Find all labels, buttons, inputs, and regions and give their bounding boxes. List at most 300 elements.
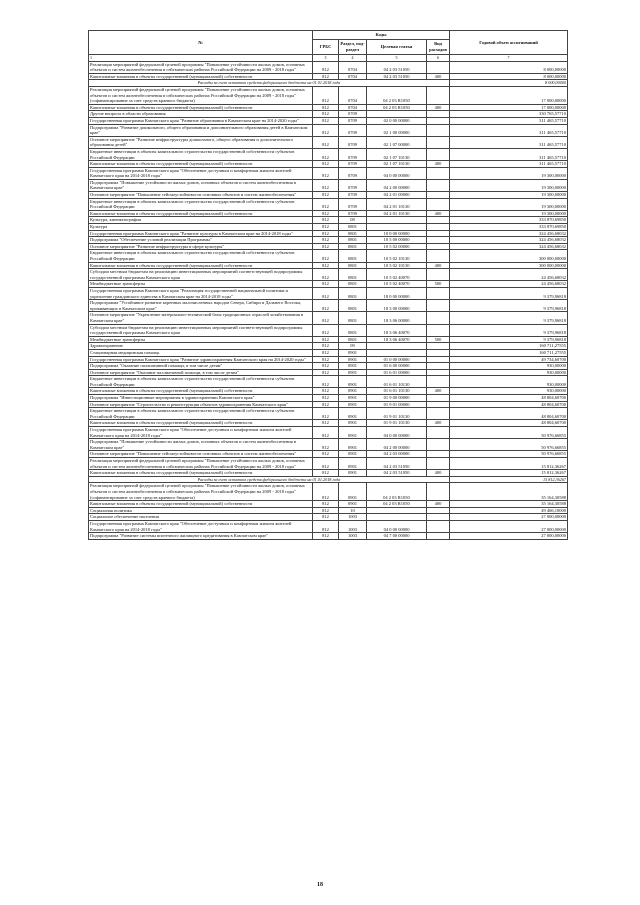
cell-name: Капитальные вложения в объекты государственной (муниципальной) собственности [89, 210, 313, 217]
cell-volume: 24 456,68032 [450, 269, 568, 281]
table-row [89, 408, 568, 420]
cell-name: Бюджетные инвестиции в объекты капитального строительства государственной собственности субъектов Российской Федерации [89, 250, 313, 262]
cell-vid [427, 111, 450, 118]
cell-name: Капитальные вложения в объекты государственной (муниципальной) собственности [89, 388, 313, 395]
cell-name: Подпрограмма "Устойчивое развитие коренных малочисленных народов Севера, Сибири и Дальнего Востока, проживающих в Камчатском крае" [89, 300, 313, 312]
cell-name: Государственная программа Камчатского края "Реализация государственной национальной политики и укрепление гражданского единства в Камчатском крае на 2014-2018 годы" [89, 287, 313, 299]
cell-grbs: 812 [313, 349, 339, 356]
cell-grbs: 812 [313, 237, 339, 244]
cell-section: 0801 [339, 237, 367, 244]
cell-target: 01 9 00 00000 [367, 395, 427, 402]
cell-volume: 930,00000 [450, 363, 568, 370]
cell-grbs: 812 [313, 356, 339, 363]
header-grbs: ГРБС [313, 40, 339, 55]
table-row [89, 287, 568, 299]
table-row [89, 111, 568, 118]
cell-section: 0801 [339, 262, 367, 269]
cell-section: 1003 [339, 533, 367, 540]
cell-volume: 324 456,68032 [450, 230, 568, 237]
cell-section: 0901 [339, 388, 367, 395]
table-row [89, 336, 568, 343]
cell-name: Основное мероприятие "Развитие инфраструктуры в сфере культуры" [89, 243, 313, 250]
cell-vid [427, 439, 450, 451]
cell-volume: 160 711,27555 [450, 343, 568, 350]
table-row [89, 376, 568, 388]
cell-section: 0704 [339, 86, 367, 104]
cell-grbs: 812 [313, 458, 339, 470]
cell-volume: 9 379,96818 [450, 324, 568, 336]
cell-grbs: 812 [313, 300, 339, 312]
cell-section: 0901 [339, 470, 367, 477]
cell-volume: 930,00000 [450, 388, 568, 395]
cell-section: 10 [339, 507, 367, 514]
cell-vid [427, 507, 450, 514]
cell-volume: 9 379,96818 [450, 312, 568, 324]
table-row [89, 501, 568, 508]
cell-grbs: 812 [313, 73, 339, 80]
table-row [89, 451, 568, 458]
cell-section: 0901 [339, 376, 367, 388]
cell-vid [427, 408, 450, 420]
cell-section: 0709 [339, 161, 367, 168]
cell-target: 01 6 01 10130 [367, 376, 427, 388]
cell-volume: 8 000,00000 [450, 80, 568, 87]
cell-target: 01 9 01 00000 [367, 401, 427, 408]
cell-section: 0704 [339, 73, 367, 80]
cell-grbs: 812 [313, 408, 339, 420]
cell-name: Межбюджетные трансферты [89, 336, 313, 343]
cell-volume: 311 465,57710 [450, 124, 568, 136]
cell-volume: 311 465,57710 [450, 117, 568, 124]
table-row [89, 210, 568, 217]
table-row [89, 148, 568, 160]
cell-vid: 400 [427, 470, 450, 477]
cell-grbs: 812 [313, 451, 339, 458]
cell-target: 18 0 00 00000 [367, 287, 427, 299]
cell-name: Государственная программа Камчатского края "Обеспечение доступным и комфортным жильем жителей Камчатского края на 2014-2018 годы" [89, 167, 313, 179]
cell-name: Реализация мероприятий федеральной целевой программы "Повышение устойчивости жилых домов, основных объектов и систем жизнеобеспечения в сейсмических районах Российской Федерации на 2009 - 2018 годы" (софинансирование за счет средств краевого бюджета) [89, 86, 313, 104]
cell-name: Бюджетные инвестиции в объекты капитального строительства государственной собственности субъектов Российской Федерации [89, 376, 313, 388]
cell-vid [427, 376, 450, 388]
cell-name: Подпрограмма "Повышение устойчивости жилых домов, основных объектов и систем жизнеобеспечения в Камчатском крае" [89, 179, 313, 191]
cell-target: 10 5 02 00000 [367, 243, 427, 250]
cell-grbs: 812 [313, 287, 339, 299]
header-volume: Годовой объем ассигнований [450, 31, 568, 55]
cell-vid: 500 [427, 336, 450, 343]
cell-name: Основное мероприятие "Строительство и реконструкция объектов здравоохранения Камчатского края" [89, 401, 313, 408]
table-row [89, 269, 568, 281]
cell-name: Бюджетные инвестиции в объекты капитального строительства государственной собственности субъектов Российской Федерации [89, 408, 313, 420]
cell-vid: 400 [427, 420, 450, 427]
table-row [89, 198, 568, 210]
cell-grbs: 812 [313, 507, 339, 514]
cell-volume: 19 300,00000 [450, 167, 568, 179]
cell-vid [427, 427, 450, 439]
cell-target: 18 3 06 40070 [367, 324, 427, 336]
cell-volume: 333 870,69850 [450, 217, 568, 224]
cell-vid [427, 458, 450, 470]
cell-section: 0704 [339, 61, 367, 73]
header-index: 1 [89, 55, 313, 62]
table-row [89, 73, 568, 80]
cell-section: 0709 [339, 124, 367, 136]
cell-vid: 400 [427, 104, 450, 111]
budget-table-sheet [88, 30, 567, 540]
table-row [89, 401, 568, 408]
table-row [89, 395, 568, 402]
cell-section: 0801 [339, 230, 367, 237]
note-text: Расходы за счет остатков средств федерального бюджета на 01.01.2018 года [89, 80, 450, 87]
cell-vid [427, 324, 450, 336]
table-row [89, 427, 568, 439]
cell-grbs: 812 [313, 167, 339, 179]
cell-section: 0704 [339, 104, 367, 111]
cell-volume: 49 466,10000 [450, 507, 568, 514]
cell-name: Другие вопросы в области образования [89, 111, 313, 118]
cell-name: Подпрограмма "Развитие дошкольного, общего образования и дополнительного образования детей в Камчатском крае" [89, 124, 313, 136]
table-row [89, 388, 568, 395]
cell-volume: 48 804,60700 [450, 420, 568, 427]
table-row [89, 86, 568, 104]
header-index: 7 [450, 55, 568, 62]
table-row [89, 520, 568, 532]
cell-vid [427, 179, 450, 191]
cell-name: Капитальные вложения в объекты государственной (муниципальной) собственности [89, 262, 313, 269]
cell-target: 04 2 03 R1050 [367, 86, 427, 104]
cell-volume: 15 812,36267 [450, 476, 568, 483]
cell-volume: 9 379,96818 [450, 300, 568, 312]
cell-volume: 50 976,66855 [450, 439, 568, 451]
cell-section: 0801 [339, 269, 367, 281]
cell-target: 04 2 03 R1050 [367, 483, 427, 501]
table-row [89, 363, 568, 370]
cell-name: Капитальные вложения в объекты государственной (муниципальной) собственности [89, 104, 313, 111]
cell-grbs: 812 [313, 336, 339, 343]
table-row [89, 483, 568, 501]
cell-grbs: 812 [313, 179, 339, 191]
cell-target [367, 343, 427, 350]
cell-name: Подпрограмма "Обеспечение условий реализации Программы" [89, 237, 313, 244]
cell-section: 0901 [339, 501, 367, 508]
cell-target [367, 514, 427, 521]
cell-volume: 35 164,30588 [450, 501, 568, 508]
cell-section: 0901 [339, 369, 367, 376]
cell-vid [427, 117, 450, 124]
cell-volume: 330 765,57710 [450, 111, 568, 118]
cell-target: 01 9 01 10130 [367, 420, 427, 427]
cell-volume: 27 000,00000 [450, 533, 568, 540]
cell-vid [427, 192, 450, 199]
cell-target: 04 2 03 R1050 [367, 104, 427, 111]
cell-vid: 400 [427, 388, 450, 395]
cell-volume: 9 379,96818 [450, 287, 568, 299]
cell-volume: 17 000,00000 [450, 104, 568, 111]
cell-name: Государственная программа Камчатского края "Развитие образования в Камчатском крае на 2014-2020 годы" [89, 117, 313, 124]
cell-name: Капитальные вложения в объекты государственной (муниципальной) собственности [89, 161, 313, 168]
cell-volume: 15 812,36267 [450, 458, 568, 470]
cell-vid: 500 [427, 281, 450, 288]
cell-grbs: 812 [313, 224, 339, 231]
cell-name: Подпрограмма "Инвестиционные мероприятия в здравоохранении Камчатского края" [89, 395, 313, 402]
cell-volume: 8 000,00000 [450, 73, 568, 80]
cell-grbs: 812 [313, 533, 339, 540]
table-row [89, 507, 568, 514]
cell-volume: 27 000,00000 [450, 514, 568, 521]
cell-grbs: 812 [313, 514, 339, 521]
table-row [89, 356, 568, 363]
cell-section: 0801 [339, 336, 367, 343]
cell-grbs: 812 [313, 520, 339, 532]
cell-section: 1003 [339, 520, 367, 532]
table-row [89, 192, 568, 199]
cell-volume: 324 456,68032 [450, 243, 568, 250]
table-row [89, 514, 568, 521]
cell-vid [427, 369, 450, 376]
header-index: 3 [313, 55, 339, 62]
cell-target: 18 3 06 40070 [367, 336, 427, 343]
cell-target: 04 2 01 10130 [367, 198, 427, 210]
cell-vid [427, 363, 450, 370]
table-row [89, 250, 568, 262]
cell-target: 04 2 03 51050 [367, 470, 427, 477]
table-row [89, 349, 568, 356]
cell-grbs: 812 [313, 243, 339, 250]
cell-vid: 400 [427, 210, 450, 217]
cell-grbs: 812 [313, 312, 339, 324]
budget-table [88, 30, 568, 540]
note-row [89, 476, 568, 483]
cell-vid: 400 [427, 501, 450, 508]
cell-target: 01 6 01 00000 [367, 369, 427, 376]
cell-volume: 50 976,66855 [450, 451, 568, 458]
table-row [89, 117, 568, 124]
table-row [89, 167, 568, 179]
cell-volume: 311 465,57710 [450, 161, 568, 168]
cell-section: 0801 [339, 300, 367, 312]
cell-target: 04 2 03 R1050 [367, 501, 427, 508]
cell-name: Государственная программа Камчатского края "Развитие культуры в Камчатском крае на 2014-2018 годы" [89, 230, 313, 237]
cell-volume: 324 456,68032 [450, 237, 568, 244]
cell-target [367, 224, 427, 231]
cell-target: 02 1 00 00000 [367, 124, 427, 136]
cell-target: 01 9 01 10130 [367, 408, 427, 420]
cell-grbs: 812 [313, 324, 339, 336]
cell-vid [427, 533, 450, 540]
header-codes: Коды [313, 31, 450, 40]
table-row [89, 237, 568, 244]
cell-volume: 50 976,66855 [450, 427, 568, 439]
cell-target: 04 2 00 00000 [367, 439, 427, 451]
header-index: 5 [367, 55, 427, 62]
cell-volume: 930,00000 [450, 369, 568, 376]
cell-name: Основное мероприятие "Укрепление материально-технической базы традиционных отраслей хозяйствования в Камчатском крае" [89, 312, 313, 324]
table-row [89, 217, 568, 224]
note-row [89, 80, 568, 87]
cell-vid [427, 86, 450, 104]
cell-section: 0901 [339, 395, 367, 402]
cell-section: 0901 [339, 401, 367, 408]
cell-grbs: 812 [313, 427, 339, 439]
cell-target: 04 0 00 00000 [367, 167, 427, 179]
table-row [89, 343, 568, 350]
cell-name: Основное мероприятие "Повышение сейсмоустойчивости основных объектов и систем жизнеобеспечения" [89, 451, 313, 458]
cell-name: Реализация мероприятий федеральной целевой программы "Повышение устойчивости жилых домов, основных объектов и систем жизнеобеспечения в сейсмических районах Российской Федерации на 2009 - 2018 годы" [89, 61, 313, 73]
cell-grbs: 812 [313, 483, 339, 501]
cell-grbs: 812 [313, 61, 339, 73]
cell-vid [427, 124, 450, 136]
table-body [89, 61, 568, 539]
header-index: 6 [427, 55, 450, 62]
cell-vid [427, 395, 450, 402]
cell-target: 01 6 00 00000 [367, 363, 427, 370]
cell-grbs: 812 [313, 281, 339, 288]
cell-vid: 400 [427, 262, 450, 269]
cell-grbs: 812 [313, 86, 339, 104]
cell-name: Основное мероприятие "Повышение сейсмоустойчивости основных объектов и систем жизнеобеспечения" [89, 192, 313, 199]
cell-grbs: 812 [313, 250, 339, 262]
cell-section: 0901 [339, 363, 367, 370]
cell-target: 10 5 02 40070 [367, 269, 427, 281]
cell-section: 0709 [339, 179, 367, 191]
cell-section: 0801 [339, 281, 367, 288]
cell-grbs: 812 [313, 111, 339, 118]
cell-grbs: 812 [313, 161, 339, 168]
cell-target: 18 3 00 00000 [367, 300, 427, 312]
cell-volume: 9 379,96818 [450, 336, 568, 343]
cell-name: Государственная программа Камчатского края "Обеспечение доступным и комфортным жильем жителей Камчатского края на 2014-2018 годы" [89, 427, 313, 439]
cell-volume: 15 812,36267 [450, 470, 568, 477]
cell-volume: 35 164,30588 [450, 483, 568, 501]
cell-name: Подпрограмма "Развитие системы ипотечного жилищного кредитования в Камчатском крае" [89, 533, 313, 540]
cell-grbs: 812 [313, 217, 339, 224]
note-text: Расходы за счет остатков средств федерального бюджета на 01.01.2018 года [89, 476, 450, 483]
cell-name: Подпрограмма "Оказание паллиативной помощи, в том числе детям" [89, 363, 313, 370]
cell-name: Капитальные вложения в объекты государственной (муниципальной) собственности [89, 420, 313, 427]
cell-volume: 8 000,00000 [450, 61, 568, 73]
cell-grbs: 812 [313, 104, 339, 111]
cell-section: 0901 [339, 458, 367, 470]
cell-grbs: 812 [313, 420, 339, 427]
cell-vid [427, 269, 450, 281]
cell-target: 04 2 03 51050 [367, 458, 427, 470]
cell-section: 0709 [339, 192, 367, 199]
cell-volume: 300 000,00000 [450, 262, 568, 269]
cell-target: 18 3 06 00000 [367, 312, 427, 324]
cell-name: Межбюджетные трансферты [89, 281, 313, 288]
cell-target: 02 0 00 00000 [367, 117, 427, 124]
table-row [89, 124, 568, 136]
cell-volume: 19 300,00000 [450, 198, 568, 210]
table-row [89, 61, 568, 73]
cell-vid [427, 237, 450, 244]
cell-name: Государственная программа Камчатского края "Развитие здравоохранения Камчатского края на 2014-2020 годы" [89, 356, 313, 363]
cell-vid [427, 167, 450, 179]
cell-section: 0801 [339, 250, 367, 262]
cell-volume: 48 804,60700 [450, 408, 568, 420]
cell-target: 04 7 00 00000 [367, 533, 427, 540]
cell-vid [427, 514, 450, 521]
header-target: Целевая статья [367, 40, 427, 55]
cell-name: Культура [89, 224, 313, 231]
cell-section: 0709 [339, 167, 367, 179]
table-row [89, 324, 568, 336]
cell-target: 02 1 07 10130 [367, 161, 427, 168]
cell-volume: 48 804,60700 [450, 395, 568, 402]
cell-vid [427, 287, 450, 299]
cell-volume: 48 804,60700 [450, 401, 568, 408]
cell-grbs: 812 [313, 388, 339, 395]
cell-name: Бюджетные инвестиции в объекты капитального строительства государственной собственности субъектов Российской Федерации [89, 148, 313, 160]
cell-target [367, 111, 427, 118]
header-num: № [89, 31, 313, 55]
cell-name: Бюджетные инвестиции в объекты капитального строительства государственной собственности субъектов Российской Федерации [89, 198, 313, 210]
cell-grbs: 812 [313, 269, 339, 281]
cell-vid [427, 520, 450, 532]
cell-name: Капитальные вложения в объекты государственной (муниципальной) собственности [89, 501, 313, 508]
table-row [89, 262, 568, 269]
cell-vid [427, 61, 450, 73]
cell-volume: 17 000,00000 [450, 86, 568, 104]
table-row [89, 104, 568, 111]
cell-section: 0801 [339, 312, 367, 324]
cell-volume: 311 465,57710 [450, 136, 568, 148]
cell-volume: 333 870,69850 [450, 224, 568, 231]
table-row [89, 136, 568, 148]
table-row [89, 179, 568, 191]
table-row [89, 224, 568, 231]
cell-section: 0901 [339, 451, 367, 458]
cell-grbs: 812 [313, 136, 339, 148]
cell-name: Капитальные вложения в объекты государственной (муниципальной) собственности [89, 73, 313, 80]
cell-target: 04 2 01 10130 [367, 210, 427, 217]
table-row [89, 230, 568, 237]
cell-vid [427, 451, 450, 458]
cell-target: 10 5 02 40070 [367, 281, 427, 288]
cell-target [367, 349, 427, 356]
cell-target: 02 1 07 00000 [367, 136, 427, 148]
cell-target: 10 5 02 10130 [367, 262, 427, 269]
cell-section: 0901 [339, 420, 367, 427]
cell-vid: 400 [427, 73, 450, 80]
cell-grbs: 812 [313, 401, 339, 408]
cell-section: 0709 [339, 210, 367, 217]
cell-grbs: 812 [313, 376, 339, 388]
cell-section: 0709 [339, 198, 367, 210]
cell-vid: 400 [427, 161, 450, 168]
cell-name: Стационарная медицинская помощь [89, 349, 313, 356]
cell-target: 10 5 02 10130 [367, 250, 427, 262]
cell-vid [427, 230, 450, 237]
cell-volume: 24 456,68032 [450, 281, 568, 288]
cell-section: 1003 [339, 514, 367, 521]
header-vid: Вид расходов [427, 40, 450, 55]
cell-vid [427, 349, 450, 356]
table-row [89, 533, 568, 540]
cell-grbs: 812 [313, 470, 339, 477]
cell-grbs: 812 [313, 210, 339, 217]
cell-section: 0901 [339, 408, 367, 420]
cell-name: Социальное обеспечение населения [89, 514, 313, 521]
cell-name: Субсидии местным бюджетам на реализацию инвестиционных мероприятий соответствующей подпрограммы государственной программы Камчатского края [89, 324, 313, 336]
cell-name: Подпрограмма "Повышение устойчивости жилых домов, основных объектов и систем жизнеобеспечения в Камчатском крае" [89, 439, 313, 451]
cell-target [367, 217, 427, 224]
cell-section: 0709 [339, 117, 367, 124]
cell-grbs: 812 [313, 395, 339, 402]
cell-volume: 19 300,00000 [450, 192, 568, 199]
cell-name: Субсидии местным бюджетам на реализацию инвестиционных мероприятий соответствующей подпрограммы государственной программы Камчатского края [89, 269, 313, 281]
cell-target: 04 2 03 51050 [367, 73, 427, 80]
cell-section: 0901 [339, 349, 367, 356]
